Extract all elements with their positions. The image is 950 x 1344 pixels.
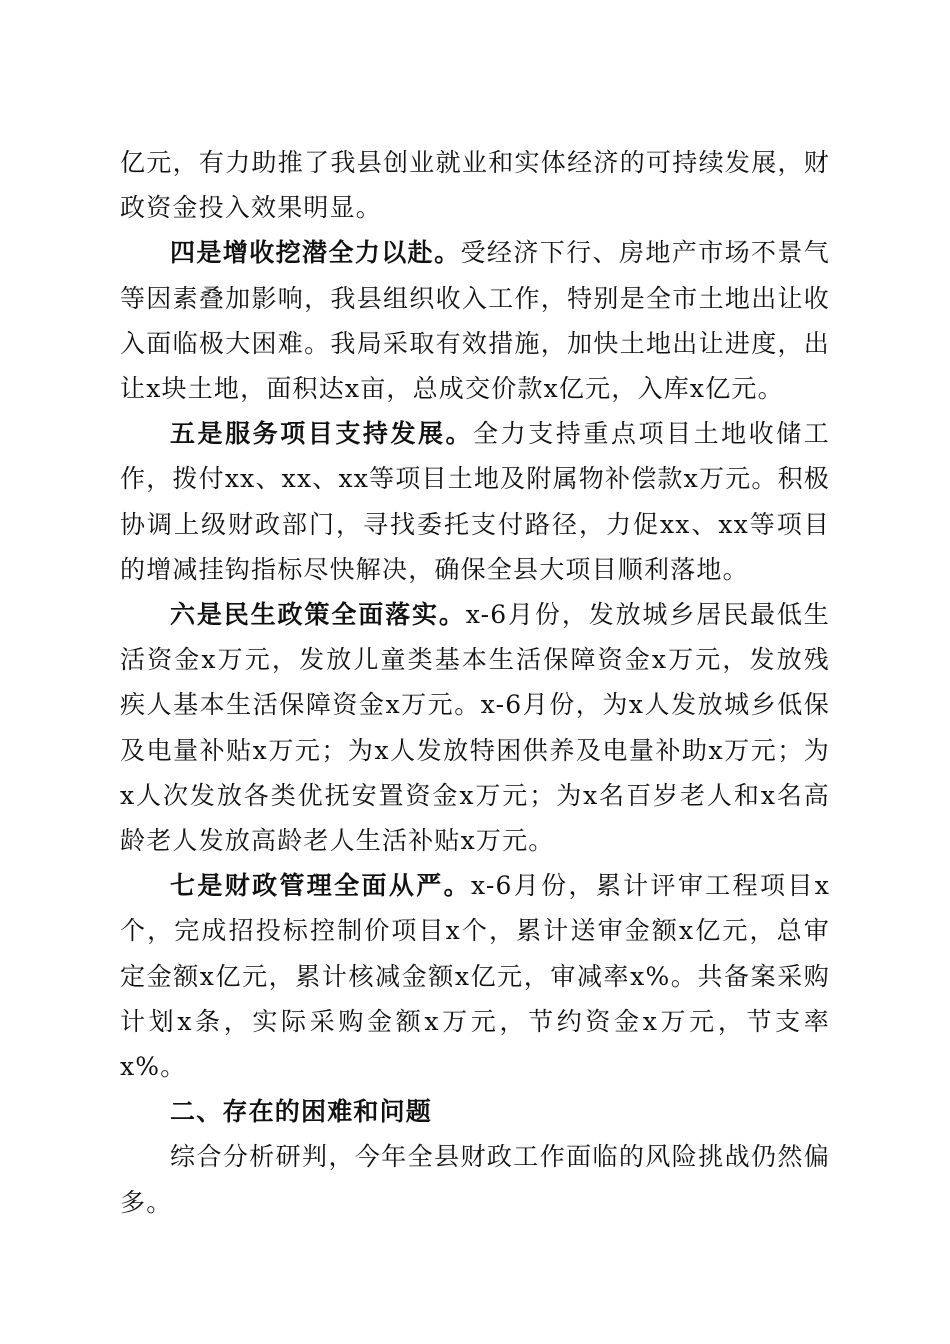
paragraph-text: x-6月份，累计评审工程项目x个，完成招投标控制价项目x个，累计送审金额x亿元，总审定金额x亿元，累计核减金额x亿元，审减率x%。共备案采购计划x条，实际采购金额x万元，节约资金x万元，节支率x%。 [120,871,830,1082]
paragraph-livelihood [120,592,830,863]
paragraph-closing [120,1134,830,1224]
paragraph-lead: 六是民生政策全面落实。 [170,600,466,630]
paragraph-management [120,863,830,1089]
paragraph-text: 全力支持重点项目土地收储工作，拨付xx、xx、xx等项目土地及附属物补偿款x万元。积极协调上级财政部门，寻找委托支付路径，力促xx、xx等项目的增减挂钩指标尽快解决，确保全县大项目顺利落地。 [120,419,830,584]
paragraph-text: 综合分析研判，今年全县财政工作面临的风险挑战仍然偏多。 [120,1142,830,1217]
paragraph-lead: 四是增收挖潜全力以赴。 [170,238,461,268]
paragraph-text: x-6月份，发放城乡居民最低生活资金x万元，发放儿童类基本生活保障资金x万元，发放残疾人基本生活保障资金x万元。x-6月份，为x人发放城乡低保及电量补贴x万元；为x人发放特困供养及电量补助x万元；为x人次发放各类优抚安置资金x万元；为x名百岁老人和x名高龄老人发放高龄老人生活补贴x万元。 [120,600,830,856]
paragraph-text: 受经济下行、房地产市场不景气等因素叠加影响，我县组织收入工作，特别是全市土地出让收入面临极大困难。我局采取有效措施，加快土地出让进度，出让x块土地，面积达x亩，总成交价款x亿元，入库x亿元。 [120,238,831,404]
document-body [120,140,830,1225]
paragraph-lead: 五是服务项目支持发展。 [170,419,474,449]
paragraph-text: 亿元，有力助推了我县创业就业和实体经济的可持续发展，财政资金投入效果明显。 [120,148,830,223]
paragraph-projects [120,411,830,592]
section-heading: 二、存在的困难和问题 [170,1097,433,1127]
paragraph-lead: 七是财政管理全面从严。 [170,871,471,901]
paragraph-revenue [120,230,830,411]
paragraph-continuation [120,140,830,230]
